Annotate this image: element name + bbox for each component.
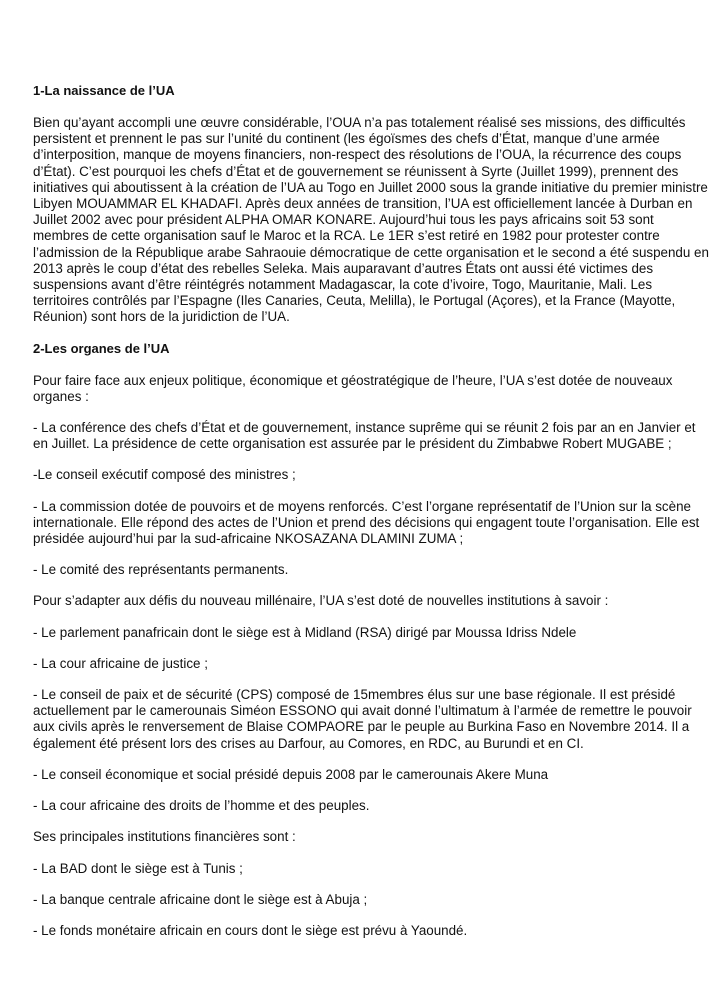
list-item-organe: - La conférence des chefs d’État et de gouvernement, instance suprême qui se réunit 2 fois par an en Janvier et en Juillet. La présidence de cette organisation est assurée par le président du Zimbabwe Robert MUGABE ; <box>33 420 696 452</box>
section-heading-organes: 2-Les organes de l’UA <box>33 340 170 356</box>
list-item-organe: - Le comité des représentants permanents. <box>33 562 289 578</box>
document-body <box>33 83 709 953</box>
list-item-institution: - Le conseil économique et social présidé depuis 2008 par le camerounais Akere Muna <box>33 766 549 782</box>
paragraph-naissance: Bien qu’ayant accompli une œuvre considérable, l’OUA n’a pas totalement réalisé ses missions, des difficultés persistent et prennent le pas sur l’unité du continent (les égoïsmes des chefs d’État, manque d’une armée d’interposition, manque de moyens financiers, non-respect des résolutions de l’OUA, la récurrence des coups d’État). C’est pourquoi les chefs d’État et de gouvernement se réunissent à Syrte (Juillet 1999), prennent des initiatives qui aboutissent à la création de l’UA au Togo en Juillet 2000 sous la grande initiative du premier ministre Libyen MOUAMMAR EL KHADAFI. Après deux années de transition, l’UA est officiellement lancée à Durban en Juillet 2002 avec pour président ALPHA OMAR KONARE. Aujourd’hui tous les pays africains soit 53 sont membres de cette organisation sauf le Maroc et la RCA. Le 1ER s’est retiré en 1982 pour protester contre l’admission de la République arabe Sahraouie démocratique de cette organisation et le second a été suspendu en 2013 après le coup d’état des rebelles Seleka. Mais auparavant d’autres États ont aussi été victimes des suspensions avant d’être réintégrés notamment Madagascar, la cote d’ivoire, Togo, Mauritanie, Mali. Les territoires contrôlés par l’Espagne (Iles Canaries, Ceuta, Melilla), le Portugal (Açores), et la France (Mayotte, Réunion) sont hors de la juridiction de l’UA. <box>33 115 709 325</box>
list-item-organe: -Le conseil exécutif composé des ministres ; <box>33 467 296 483</box>
list-item-organe: - La commission dotée de pouvoirs et de moyens renforcés. C’est l’organe représentatif de l’Union sur la scène internationale. Elle répond des actes de l’Union et prend des décisions qui engagent toute l’organisation. Elle est présidée aujourd’hui par la sud-africaine NKOSAZANA DLAMINI ZUMA ; <box>33 498 700 547</box>
paragraph-organes-intro: Pour faire face aux enjeux politique, économique et géostratégique de l’heure, l’UA s’est dotée de nouveaux organes : <box>33 372 673 404</box>
list-item-financiere: - Le fonds monétaire africain en cours dont le siège est prévu à Yaoundé. <box>33 922 468 938</box>
list-item-institution: - Le parlement panafricain dont le siège est à Midland (RSA) dirigé par Moussa Idriss Ndele <box>33 624 577 640</box>
list-item-financiere: - La banque centrale africaine dont le siège est à Abuja ; <box>33 891 368 907</box>
list-item-financiere: - La BAD dont le siège est à Tunis ; <box>33 860 243 876</box>
list-item-institution: - La cour africaine des droits de l’homme et des peuples. <box>33 798 370 814</box>
list-item-institution: - Le conseil de paix et de sécurité (CPS) composé de 15membres élus sur une base régionale. Il est présidé actuellement par le camerounais Siméon ESSONO qui avait donné l’ultimatum à l’armée de remettre le pouvoir aux civils après le renversement de Blaise COMPAORE par le peuple au Burkina Faso en Novembre 2014. Il a également été présent lors des crises au Darfour, au Comores, en RDC, au Burundi et en CI. <box>33 687 692 751</box>
list-item-institution: - La cour africaine de justice ; <box>33 655 208 671</box>
paragraph-institutions-intro: Pour s’adapter aux défis du nouveau millénaire, l’UA s’est doté de nouvelles institutions à savoir : <box>33 593 609 609</box>
paragraph-financieres-intro: Ses principales institutions financières sont : <box>33 829 296 845</box>
section-heading-naissance: 1-La naissance de l’UA <box>33 83 175 98</box>
